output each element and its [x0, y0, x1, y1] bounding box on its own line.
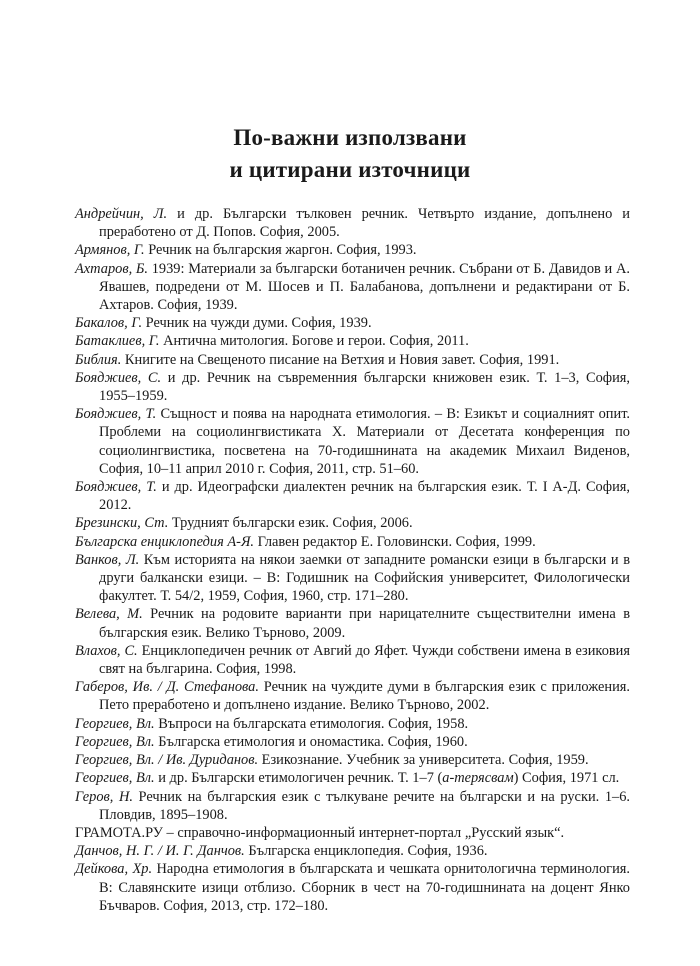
- reference-entry: [75, 369, 630, 405]
- reference-text: ГРАМОТА.РУ – справочно-информационный интернет-портал „Русский язык“.: [75, 824, 565, 841]
- reference-author: Влахов, С.: [75, 642, 138, 659]
- reference-text: Българска етимология и ономастика. София, 1960.: [154, 733, 468, 750]
- reference-text: Главен редактор Е. Головински. София, 1999.: [254, 533, 536, 550]
- reference-entry: [75, 405, 630, 478]
- reference-author: Андрейчин, Л.: [75, 206, 168, 222]
- reference-entry: [75, 642, 630, 678]
- reference-entry: [75, 478, 630, 514]
- reference-text-tail: ) София, 1971 сл.: [513, 770, 620, 787]
- reference-author: Георгиев, Вл.: [75, 733, 155, 750]
- reference-author: Георгиев, Вл. / Ив. Дуриданов.: [75, 752, 259, 769]
- reference-text: Енциклопедичен речник от Авгий до Яфет. Чужди собствени имена в езиковия свят на българина. София, 1998.: [99, 642, 630, 678]
- reference-author: Бояджиев, Т.: [75, 406, 157, 423]
- reference-entry: [75, 551, 630, 606]
- reference-text: и др. Български етимологичен речник. Т. 1–7 (: [154, 770, 443, 787]
- reference-text: Речник на българския език с тълкуване речите на български и на руски. 1–6. Пловдив, 1895–1908.: [99, 788, 630, 823]
- reference-entry: [75, 514, 630, 532]
- reference-text: Към историята на някои заемки от западните романски езици в български и в други балкански езици. – В: Годишник на Софийския университет, Филологически факултет. Т. 54/2, 1959, София, 1960, стр. 171–280.: [99, 551, 630, 605]
- reference-author: Дейкова, Хр.: [75, 861, 153, 878]
- reference-author: Геров, Н.: [75, 788, 133, 805]
- reference-text: Българска енциклопедия. София, 1936.: [244, 843, 488, 860]
- reference-entry: [75, 260, 630, 315]
- section-title-line-1: По-важни използвани: [233, 125, 467, 150]
- reference-author: Габеров, Ив. / Д. Стефанова.: [75, 679, 259, 696]
- reference-author: Бакалов, Г.: [75, 315, 143, 332]
- reference-author: Българска енциклопедия А-Я.: [75, 533, 254, 550]
- reference-text: Речник на родовите варианти при нарицателните съществителни имена в българския език. Велико Търново, 2009.: [99, 606, 630, 641]
- reference-text: Същност и поява на народната етимология. – В: Езикът и социалният опит. Проблеми на социолингвистиката Х. Материали от Десетата конференция по социолингвистика, посветена на 70-годишнината на академик Михаил Виденов, София, 10–11 април 2010 г. София, 2011, стр. 51–60.: [99, 406, 630, 477]
- reference-author: Ванков, Л.: [75, 551, 140, 568]
- reference-entry: [75, 842, 630, 860]
- section-title: [0, 122, 700, 186]
- reference-author: Армянов, Г.: [75, 242, 145, 259]
- reference-author: Брезински, Ст.: [75, 515, 169, 532]
- reference-author: Велева, М.: [75, 606, 143, 623]
- reference-author: Бояджиев, С.: [75, 369, 162, 386]
- reference-entry: [75, 733, 630, 751]
- reference-text: Книгите на Свещеното писание на Ветхия и Новия завет. София, 1991.: [121, 351, 560, 368]
- reference-author: Ахтаров, Б.: [75, 260, 148, 277]
- reference-author: Бояджиев, Т.: [75, 479, 157, 496]
- reference-text: Речник на чуждите думи в българския език с приложения. Пето преработено и допълнено издание. Велико Търново, 2002.: [99, 679, 630, 714]
- reference-text: Антична митология. Богове и герои. София, 2011.: [159, 333, 469, 350]
- reference-entry: [75, 824, 630, 842]
- reference-entry: [75, 533, 630, 551]
- reference-author: Библия.: [75, 351, 122, 368]
- reference-text: и др. Речник на съвременния български книжовен език. Т. 1–3, София, 1955–1959.: [99, 369, 631, 405]
- reference-text: и др. Български тълковен речник. Четвърто издание, допълнено и преработено от Д. Попов. София, 2005.: [99, 206, 630, 241]
- reference-text: Езикознание. Учебник за университета. София, 1959.: [258, 752, 589, 769]
- reference-text: Речник на чужди думи. София, 1939.: [142, 315, 372, 332]
- reference-text: 1939: Материали за български ботаничен речник. Събрани от Б. Давидов и А. Явашев, подредени от М. Шосев и П. Балабанова, допълнени и редактирани от Б. Ахтаров. София, 1939.: [99, 260, 630, 314]
- reference-list: [75, 205, 630, 915]
- reference-entry: [75, 332, 630, 350]
- reference-text: Трудният български език. София, 2006.: [168, 515, 413, 532]
- reference-entry: [75, 751, 630, 769]
- reference-entry: [75, 788, 630, 824]
- section-title-line-2: и цитирани източници: [229, 157, 471, 182]
- reference-entry: [75, 715, 630, 733]
- reference-entry: [75, 678, 630, 714]
- reference-entry: [75, 605, 630, 641]
- reference-text: Народна етимология в българската и чешката орнитологична терминология. В: Славянските изици отблизо. Сборник в чест на 70-годишнината на доцент Янко Бъчваров. София, 2013, стр. 172–180.: [99, 861, 630, 914]
- reference-text: Речник на българския жаргон. София, 1993.: [144, 242, 417, 259]
- reference-author: Данчов, Н. Г. / И. Г. Данчов.: [75, 843, 245, 860]
- reference-author: Георгиев, Вл.: [75, 770, 155, 787]
- reference-author: Георгиев, Вл.: [75, 715, 155, 732]
- reference-text: и др. Идеографски диалектен речник на българския език. Т. І А-Д. София, 2012.: [99, 479, 630, 514]
- reference-entry: [75, 860, 630, 915]
- reference-entry: [75, 205, 630, 241]
- reference-entry: [75, 241, 630, 259]
- reference-italic-term: а-терясвам: [442, 770, 514, 787]
- reference-entry: [75, 769, 630, 787]
- reference-entry: [75, 314, 630, 332]
- reference-text: Въпроси на българската етимология. София, 1958.: [154, 715, 469, 732]
- reference-author: Батаклиев, Г.: [75, 333, 160, 350]
- reference-entry: [75, 351, 630, 369]
